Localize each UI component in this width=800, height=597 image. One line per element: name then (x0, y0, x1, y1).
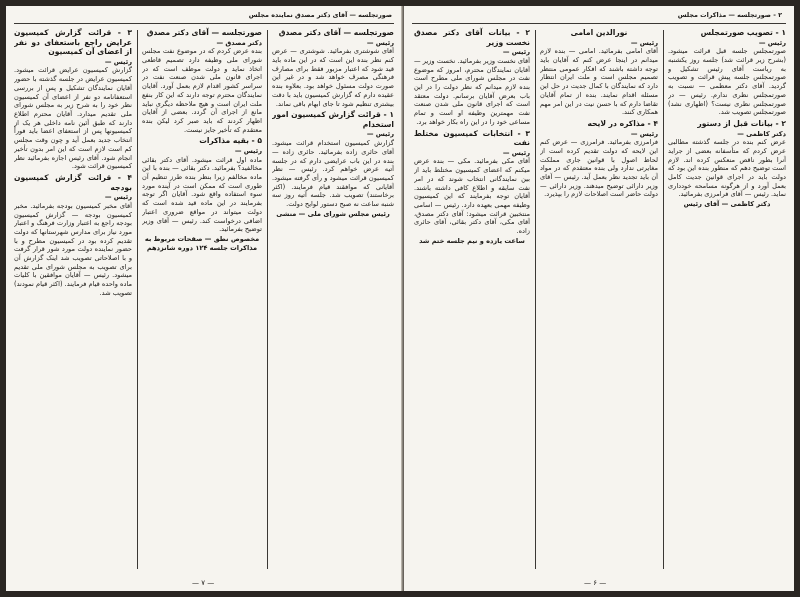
right-col-b-lead-1: رئیس — (630, 38, 658, 47)
left-head-rule (14, 23, 394, 24)
left-col-b-lead-1: دکتر مصدق — (216, 38, 262, 47)
right-head-rule (412, 23, 786, 24)
right-col-b-text-1: آقای امامی بفرمائید. امامی — بنده لازم میدانم در اینجا عرض کنم که آقایان باید توجه داشته باشند که افکار عمومی منتظر تصمیم مجلس است و ملت ایران انتظار دارد که نمایندگان با کمال جدیت در حل این مسئله اقدام نمایند. بنده از تمام آقایان تقاضا دارم که با حسن نیت در این امر مهم همکاری کنند. (540, 47, 658, 117)
right-col-b-heading-1: نورالدین امامی (570, 28, 628, 37)
left-col-c-text-1: آقای شوشتری بفرمائید. شوشتری — عرض کنم نظر بنده این است که در این ماده باید قید شود که اعتبار مزبور فقط برای مصارف فرهنگی مصرف خواهد شد و در غیر این صورت دولت مسئول خواهد بود. بعلاوه بنده عقیده دارم که گزارش کمیسیون باید با دقت بیشتری تنظیم شود تا جای ابهام باقی نماند. (272, 47, 394, 108)
left-col-b-footer-note: مخصوص نطق — صفحات مربوط به مذاکرات جلسه ۱۲۴ دوره شانزدهم (144, 234, 260, 252)
right-col-b-heading-2: ۴ - مذاکره در لایحه (587, 118, 658, 128)
left-col-a-text-2: آقای مخبر کمیسیون بودجه بفرمائید. مخبر کمیسیون بودجه — گزارش کمیسیون بودجه راجع به اعتبار وزارت فرهنگ و اعتبار مورد نیاز برای مدارس شهرستانها که دولت تقدیم کرده بود در کمیسیون مطرح و با حضور نماینده دولت مورد شور قرار گرفت و با اصلاحاتی تصویب شد اینک گزارش آن برای تصویب به مجلس شورای ملی تقدیم میشود. رئیس — آقایان موافقین با کلیات ماده واحده قیام فرمایند. (اکثر قیام نمودند) تصویب شد. (14, 201, 132, 297)
right-col-b (540, 26, 658, 573)
left-col-c-heading-1: صورتجلسه — آقای دکتر مصدق (278, 28, 394, 37)
right-col-a-text-1: آقای نخست وزیر بفرمائید. نخست وزیر — آقایان نمایندگان محترم، امروز که موضوع نفت در مجلس شورای ملی مطرح است بنده لازم میدانم که نظر دولت را در این باب بعرض آقایان برسانم. دولت معتقد است که اجرای قانون ملی شدن صنعت نفت مهمترین وظیفه او است و تمام مساعی خود را در این راه بکار خواهد برد. (414, 56, 530, 126)
right-col-a-heading-1: ۲ - بیانات آقای دکتر مصدق نخست وزیر (414, 28, 530, 47)
left-col-a-text-1: گزارش کمیسیون عرایض قرائت میشود. کمیسیون عرایض در جلسه گذشته با حضور آقایان نمایندگان تشکیل و پس از بررسی استعفانامه دو نفر از اعضای آن کمیسیون نظر خود را به شرح زیر به مجلس شورای ملی تقدیم میدارد. آقایان محترم اطلاع دارند که طبق آئین نامه داخلی هر یک از کمیسیونها پس از استعفای اعضا باید فوراً انتخاب جدید بعمل آید و چون وقت مجلس کم است لازم است که این امر بدون تأخیر انجام شود. آقای رئیس اجازه بفرمائید نظر کمیسیون قرائت شود. (14, 66, 132, 171)
left-col-b-lead-2: رئیس — (234, 146, 262, 155)
right-col-c-text-1: صورتمجلس جلسه قبل قرائت میشود. (بشرح زیر قرائت شد) جلسه روز یکشنبه به ریاست آقای رئیس تشکیل و صورتمجلس جلسه پیش قرائت و تصویب گردید. آقای دکتر معظمی — نسبت به صورتمجلس نظری ندارم. رئیس — در صورتمجلس نظری نیست؟ (اظهاری نشد) صورتمجلس تصویب شد. (668, 47, 786, 117)
right-col-c-text-2: عرض کنم بنده در جلسه گذشته مطالبی عرض کردم که متأسفانه بعضی از جراید آنرا بطور ناقص منعکس کرده اند. لازم است توضیح دهم که منظور بنده این بود که دولت باید در اجرای قوانین جدیت کامل بعمل آورد و از هرگونه مسامحه خودداری نماید. رئیس — آقای فرامرزی بفرمائید. (668, 138, 786, 199)
left-col-b-text-2: ماده اول قرائت میشود. آقای دکتر بقائی مخالفید؟ بفرمائید. دکتر بقائی — بنده با این ماده مخالفم زیرا بنظر بنده طرز تنظیم آن طوری است که ممکن است در آینده مورد سوء استفاده واقع شود. آقایان اگر توجه بفرمایند در این ماده قید شده است که دولت میتواند در مواقع ضروری اعتبار اضافی درخواست کند. رئیس — آقای وزیر توضیح بفرمائید. (142, 155, 262, 234)
left-page (6, 6, 402, 591)
right-col-b-lead-2: رئیس — (630, 129, 658, 138)
left-col-c-lead-2: رئیس — (366, 130, 394, 139)
left-col-c-heading-2: ۱ - قرائت گزارش کمیسیون امور استخدام (272, 110, 394, 129)
left-col-a (14, 26, 132, 573)
left-col-rule-1 (137, 30, 138, 569)
right-col-b-text-2: فرامرزی بفرمائید. فرامرزی — عرض کنم این لایحه که دولت تقدیم کرده است از لحاظ اصول با قوانین جاری مملکت مغایرتی ندارد ولی بنده معتقدم که در مواد آن باید تجدید نظر بعمل آید. رئیس — آقای وزیر دارائی توضیح میدهند. وزیر دارائی — دولت حاضر است اصلاحات لازم را بپذیرد. (540, 138, 658, 199)
right-col-a-heading-2: ۳ - انتخابات کمیسیون مختلط نفت (414, 128, 530, 148)
right-col-c-lead-1: رئیس — (758, 38, 786, 47)
left-col-b (142, 26, 262, 573)
right-page (404, 6, 794, 591)
scanned-spread (6, 6, 794, 591)
left-page-number: — ۷ — (192, 579, 215, 587)
left-col-b-text-1: بنده عرض کردم که در موضوع نفت مجلس شورای ملی وظیفه دارد تصمیم قاطعی اتخاذ نماید و دولت موظف است که در اجرای قانون ملی شدن صنعت نفت در سراسر کشور اقدام لازم بعمل آورد. آقایان نمایندگان محترم توجه دارند که این کار بنفع ملت ایران است و هیچ ملاحظه دیگری نباید مانع از اجرای آن گردد. بعضی از آقایان اظهار کردند که باید صبر کرد لیکن بنده معتقدم که تأخیر جایز نیست. (142, 47, 262, 134)
right-col-c-heading-1: ۱ - تصویب صورتمجلس (700, 28, 786, 37)
right-col-a-text-2: آقای مکی بفرمائید. مکی — بنده عرض میکنم که اعضای کمیسیون مختلط باید از بین نمایندگانی انتخاب شوند که در امر نفت سابقه و اطلاع کافی داشته باشند. آقایان توجه بفرمایند که این کمیسیون وظیفه مهمی بعهده دارد. رئیس — اسامی منتخبین قرائت میشود: آقای دکتر مصدق، آقای مکی، آقای دکتر بقائی، آقای حائری زاده. (414, 157, 530, 236)
left-col-c-text-2: گزارش کمیسیون استخدام قرائت میشود. آقای حائری زاده بفرمائید. حائری زاده — بنده در این باب عرایضی دارم که در جلسه آتیه عرض خواهم کرد. رئیس — نظر کمیسیون قرائت میشود و رأی گرفته میشود. آقایانی که موافقند قیام فرمایند. (اکثر برخاستند) تصویب شد. جلسه آتیه روز سه شنبه ساعت نه صبح دستور لوایح دولت. (272, 139, 394, 209)
right-col-c-lead-2: دکتر کاظمی — (737, 129, 786, 138)
right-col-c-footer-note: دکتر کاظمی — آقای رئیس (683, 200, 771, 209)
left-col-a-lead-1: رئیس — (104, 57, 132, 66)
left-col-a-heading-1: ۳ - قرائت گزارش کمیسیون عرایض راجع باستعفای دو نفر از اعضای آن کمیسیون (14, 28, 132, 57)
left-col-b-heading-2: ۵ - بقیه مذاکرات (199, 136, 262, 146)
left-col-c (272, 26, 394, 573)
right-page-number: — ۶ — (584, 579, 607, 587)
right-col-a-footer-note: ساعت یازده و نیم جلسه ختم شد (419, 236, 525, 245)
right-col-rule-2 (663, 30, 664, 569)
left-col-c-footer-note: رئیس مجلس شورای ملی — منشی (276, 209, 390, 218)
left-col-c-lead-1: رئیس — (366, 38, 394, 47)
left-running-head: صورتجلسه — آقای دکتر مصدق نماینده مجلس (248, 11, 392, 19)
left-col-a-lead-2: رئیس — (104, 193, 132, 202)
right-col-a (414, 26, 530, 573)
right-col-a-lead-1: رئیس — (502, 48, 530, 57)
left-col-rule-2 (267, 30, 268, 569)
right-col-c (668, 26, 786, 573)
right-col-rule-1 (535, 30, 536, 569)
right-running-head: ۲ - صورتجلسه — مذاکرات مجلس (677, 11, 782, 19)
right-col-a-lead-2: رئیس — (502, 148, 530, 157)
left-col-b-heading-1: صورتجلسه — آقای دکتر مصدق (146, 28, 262, 37)
left-col-a-heading-2: ۴ - قرائت گزارش کمیسیون بودجه (14, 172, 132, 192)
right-col-c-heading-2: ۲ - بیانات قبل از دستور (697, 118, 786, 128)
